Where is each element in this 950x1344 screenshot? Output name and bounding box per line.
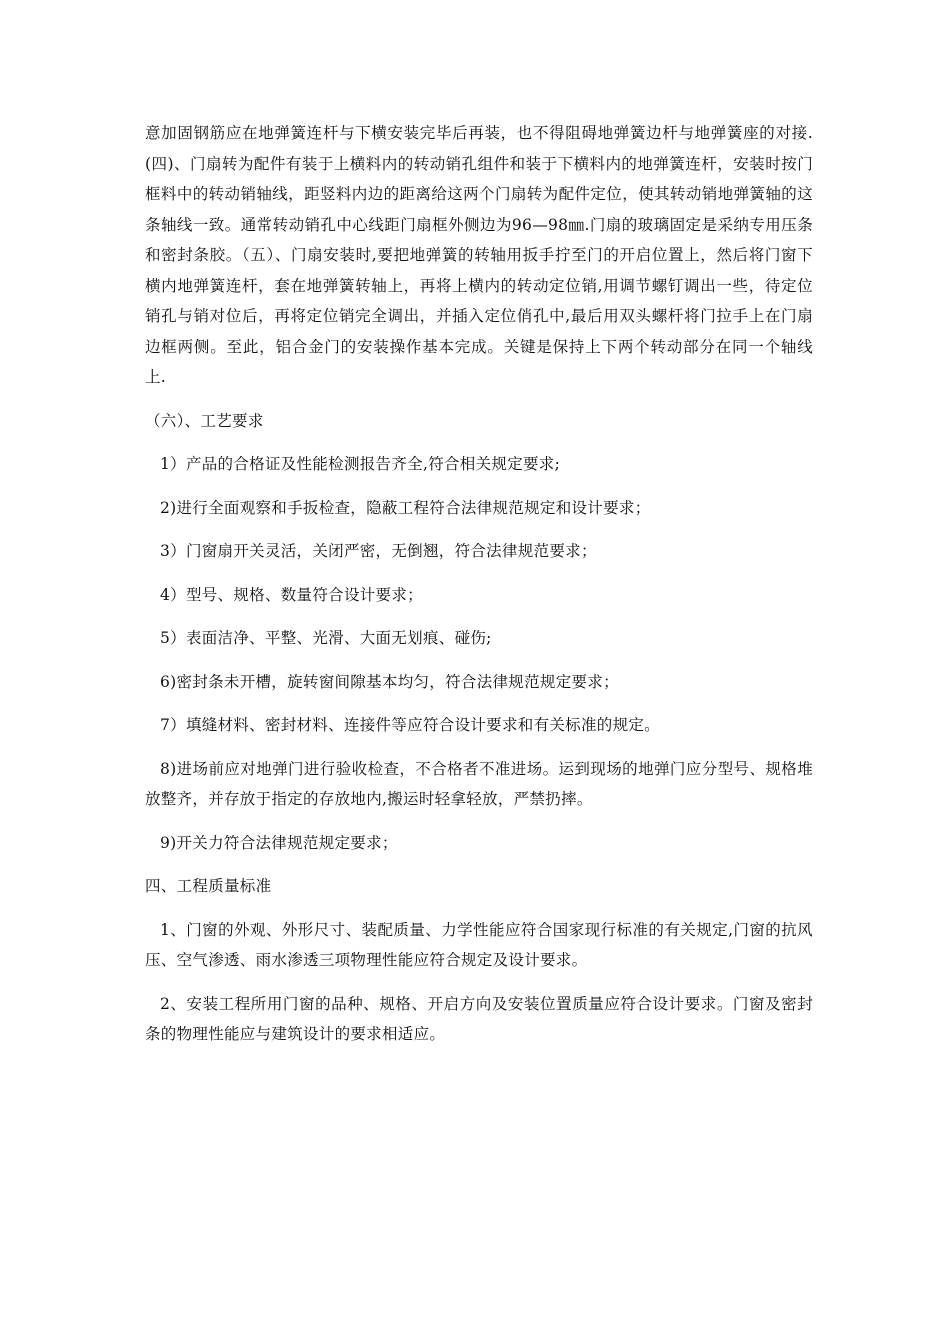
process-requirement-item: 5）表面洁净、平整、光滑、大面无划痕、碰伤; xyxy=(160,629,492,647)
process-requirement-item: 4）型号、规格、数量符合设计要求； xyxy=(160,585,423,604)
process-requirement-item: 6)密封条未开槽，旋转窗间隙基本均匀，符合法律规范规定要求； xyxy=(160,672,619,691)
process-requirement-item: 2)进行全面观察和手扳检查，隐蔽工程符合法律规范规定和设计要求； xyxy=(160,498,651,517)
section-six-heading: （六）、工艺要求 xyxy=(145,411,264,430)
process-requirement-item: 3）门窗扇开关灵活，关闭严密，无倒翘，符合法律规范要求； xyxy=(160,542,597,560)
process-requirement-item: 8)进场前应对地弹门进行验收检查，不合格者不准进场。运到现场的地弹门应分型号、规格堆放整齐，并存放于指定的存放地内,搬运时轻拿轻放，严禁扔摔。 xyxy=(145,759,813,808)
section-four-heading: 四、工程质量标准 xyxy=(145,877,272,895)
document-body xyxy=(145,118,813,1063)
intro-paragraph: 意加固钢筋应在地弹簧连杆与下横安装完毕后再装，也不得阻碍地弹簧边杆与地弹簧座的对接.(四)、门扇转为配件有装于上横料内的转动销孔组件和装于下横料内的地弹簧连杆，安装时按门框料中的转动销轴线，距竖料内边的距离给这两个门扇转为配件定位，使其转动销地弹簧轴的这条轴线一致。通常转动销孔中心线距门扇框外侧边为96—98㎜.门扇的玻璃固定是采纳专用压条和密封条胶。（五）、门扇安装时,要把地弹簧的转轴用扳手拧至门的开启位置上，然后将门窗下横内地弹簧连杆，套在地弹簧转轴上，再将上横内的转动定位销,用调节螺钉调出一些，待定位销孔与销对位后，再将定位销完全调出，并插入定位俏孔中,最后用双头螺杆将门拉手上在门扇边框两侧。至此，铝合金门的安装操作基本完成。关键是保持上下两个转动部分在同一个轴线上. xyxy=(145,124,813,386)
process-requirement-item: 1）产品的合格证及性能检测报告齐全,符合相关规定要求; xyxy=(160,455,561,473)
process-requirement-item: 9)开关力符合法律规范规定要求； xyxy=(160,833,398,852)
quality-standard-item: 1、门窗的外观、外形尺寸、装配质量、力学性能应符合国家现行标准的有关规定,门窗的抗风压、空气渗透、雨水渗透三项物理性能应符合规定及设计要求。 xyxy=(145,920,813,969)
quality-standard-item: 2、安装工程所用门窗的品种、规格、开启方向及安装位置质量应符合设计要求。门窗及密封条的物理性能应与建筑设计的要求相适应。 xyxy=(145,994,813,1043)
process-requirement-item: 7）填缝材料、密封材料、连接件等应符合设计要求和有关标准的规定。 xyxy=(160,716,660,734)
